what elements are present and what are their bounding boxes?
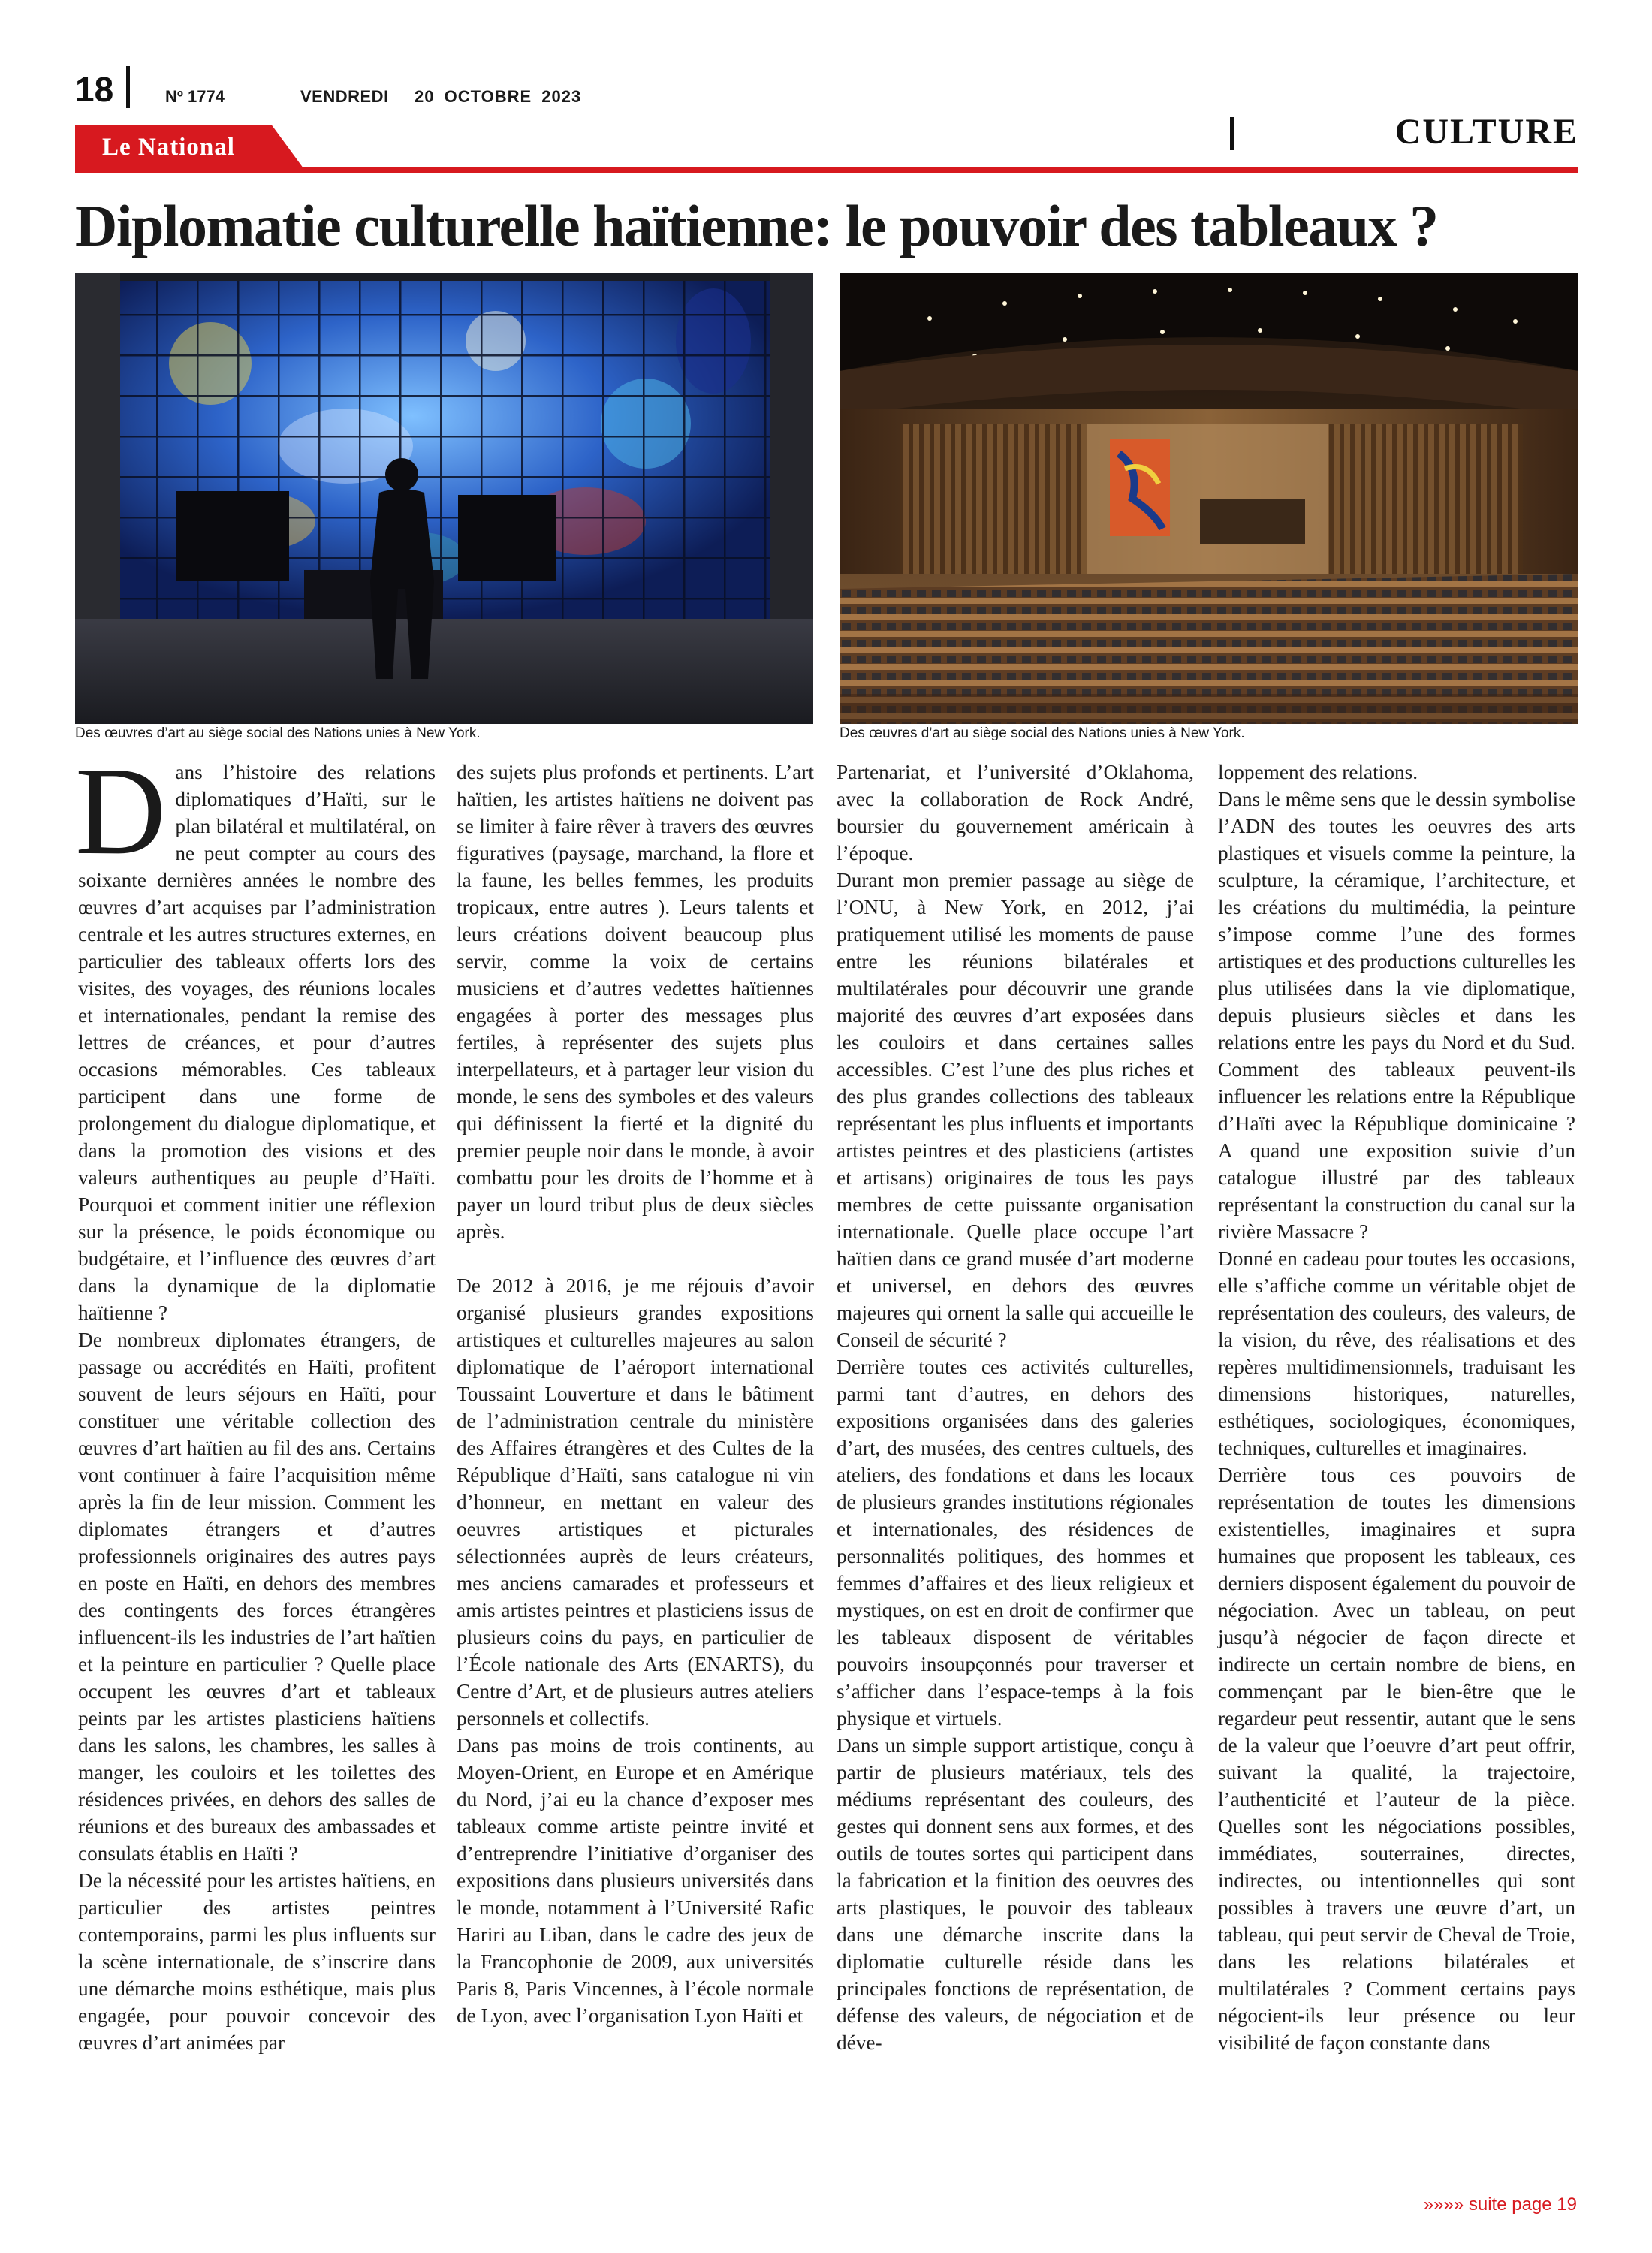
photo-stained-glass: [75, 273, 813, 724]
article-paragraph: loppement des relations.: [1218, 761, 1418, 783]
article-paragraph: Derrière toutes ces activités culturelles, parmi tant d’autres, en dehors des expositions organisées dans des galeries d’art, des musées, des centres cultuels, des ateliers, des fondations et dans les locaux de plusieurs grandes institutions régionales et internationales, des résidences de personnalités politiques, des hommes et femmes d’affaires et des lieux religieux et mystiques, on est en droit de confirmer que les tableaux disposent de véritables pouvoirs insoupçonnés pour traverser et s’afficher dans l’espace-temps à la fois physique et virtuels.: [837, 1356, 1194, 1730]
article-column-4: [1218, 759, 1575, 2056]
article-paragraph: Dans pas moins de trois continents, au Moyen-Orient, en Europe et en Amérique du Nord, j’ai eu la chance d’exposer mes tableaux comme artiste peintre invité et d’entreprendre l’initiative d’organiser des expositions dans plusieurs universités dans le monde, notamment à l’Université Rafic Hariri au Liban, dans le cadre des jeux de la Francophonie de 2009, aux universités Paris 8, Paris Vincennes, à l’école normale de Lyon, avec l’organisation Lyon Haïti et: [457, 1734, 814, 2027]
brand-name: Le National: [102, 134, 235, 161]
section-label: CULTURE: [1394, 112, 1578, 152]
page-number: 18: [75, 70, 114, 109]
article-paragraph: Partenariat, et l’université d’Oklahoma, avec la collaboration de Rock André, boursier du gouvernement américain à l’époque.: [837, 761, 1194, 864]
article-column-3: [837, 759, 1194, 2056]
photo-caption-left: Des œuvres d’art au siège social des Nations unies à New York.: [75, 725, 481, 741]
photo-caption-right: Des œuvres d’art au siège social des Nations unies à New York.: [840, 725, 1245, 741]
photo-assembly-hall: [840, 273, 1578, 724]
headline: Diplomatie culturelle haïtienne: le pouvoir des tableaux ?: [75, 193, 1438, 258]
article-paragraph: Derrière tous ces pouvoirs de représentation de toutes les dimensions existentielles, imaginaires et supra humaines que proposent les tableaux, ces derniers disposent également du pouvoir de négociation. Avec un tableau, on peut jusqu’à négocier de façon directe et indirecte un certain nombre de biens, en commençant par le bien-être que le regardeur peut ressentir, autant que le sens de la valeur que l’oeuvre d’art peut offrir, suivant la qualité, la trajectoire, l’authenticité et l’auteur de la pièce. Quelles sont les négociations possibles, immédiates, souterraines, directes, indirectes, ou intentionnelles qui sont possibles à travers une œuvre d’art, un tableau, qui peut servir de Cheval de Troie, dans les relations bilatérales et multilatérales ? Comment certains pays négocient-ils leur présence ou leur visibilité de façon constante dans: [1218, 1464, 1575, 2054]
issue-number: Nº 1774: [165, 87, 225, 106]
article-column-2: [457, 759, 814, 2029]
paragraph-spacer: [457, 1245, 814, 1272]
article-paragraph: des sujets plus profonds et pertinents. L’art haïtien, les artistes haïtiens ne doivent pas se limiter à faire rêver à travers des œuvres figuratives (paysage, marchand, la flore et la faune, les belles femmes, les produits tropicaux, entre autres ). Leurs talents et leurs créations doivent beaucoup plus servir, comme la voix de certains musiciens et d’autres vedettes haïtiennes engagées à porter des messages plus fertiles, à représenter des sujets plus interpellateurs, et à partager leur vision du monde, le sens des symboles et des valeurs qui définissent la fierté et la dignité du premier peuple noir dans le monde, à avoir combattu pour les droits de l’homme et à payer un lourd tribut plus de deux siècles après.: [457, 761, 814, 1243]
article-paragraph: Dans le même sens que le dessin symbolise l’ADN des toutes les oeuvres des arts plastiques et visuels comme la peinture, la sculpture, la céramique, l’architecture, et les créations du multimédia, la peinture s’impose comme l’une des formes artistiques et des productions culturelles les plus utilisées dans la vie diplomatique, depuis plusieurs siècles et dans les relations entre les pays du Nord et du Sud. Comment des tableaux peuvent-ils influencer les relations entre la République d’Haïti avec la République dominicaine ? A quand une exposition suivie d’un catalogue illustré par des tableaux représentant la construction du canal sur la rivière Massacre ?: [1218, 788, 1575, 1243]
article-paragraph: De la nécessité pour les artistes haïtiens, en particulier des artistes peintres contemporains, parmi les plus influents sur la scène internationale, de s’inscrire dans une démarche moins esthétique, mais plus engagée, pour pouvoir concevoir des œuvres d’art animées par: [78, 1869, 436, 2054]
article-column-1: [75, 741, 436, 2056]
drop-cap: D: [75, 741, 167, 881]
weekday: VENDREDI: [300, 87, 389, 106]
article-paragraph: Dans un simple support artistique, conçu à partir de plusieurs matériaux, tels des médiums représentant des couleurs, des gestes qui donnent sens aux formes, et des outils de toutes sortes qui participent dans la fabrication et la finition des oeuvres des arts plastiques, le pouvoir des tableaux dans une démarche inscrite dans la diplomatie culturelle réside dans les principales fonctions de représentation, de défense des valeurs, de négociation et de déve-: [837, 1734, 1194, 2054]
article-paragraph: ans l’histoire des relations diplomatiques d’Haïti, sur le plan bilatéral et multilatéral, on ne peut compter au cours des soixante dernières années le nombre des œuvres d’art acquises par l’administration centrale et les autres structures externes, en particulier des tableaux offerts lors des visites, des voyages, des réunions locales et internationales, pendant la remise des lettres de créances, et pour d’autres occasions mémorables. Ces tableaux participent dans une forme de prolongement du dialogue diplomatique, et dans la promotion des visions et des valeurs authentiques au peuple d’Haïti. Pourquoi et comment initier une réflexion sur la présence, le poids économique ou budgétaire, et l’influence des œuvres d’art dans la dynamique de la diplomatie haïtienne ?: [78, 761, 436, 1324]
issue-date: 20 OCTOBRE 2023: [415, 87, 582, 106]
article-paragraph: Donné en cadeau pour toutes les occasions, elle s’affiche comme un véritable objet de représentation des couleurs, des valeurs, de la vision, du rêve, des réalisations et des repères multidimensionnels, traduisant les dimensions historiques, naturelles, esthétiques, sociologiques, économiques, techniques, culturelles et imaginaires.: [1218, 1247, 1575, 1459]
header-red-rule: [75, 167, 1578, 173]
article-paragraph: De nombreux diplomates étrangers, de passage ou accrédités en Haïti, profitent souvent de leurs séjours en Haïti, pour constituer une véritable collection des œuvres d’art haïtien au fil des ans. Certains vont continuer à faire l’acquisition même après la fin de leur mission. Comment les diplomates étrangers et d’autres professionnels originaires des autres pays en poste en Haïti, en dehors des membres des contingents des forces étrangères influencent-ils les industries de l’art haïtien et la peinture en particulier ? Quelle place occupent les œuvres d’art et tableaux peints par les artistes plasticiens haïtiens dans les salons, les chambres, les salles à manger, les couloirs et les toilettes des résidences privées, en dehors des salles de réunions et des bureaux des ambassades et consulats établis en Haïti ?: [78, 1329, 436, 1865]
article-paragraph: De 2012 à 2016, je me réjouis d’avoir organisé plusieurs grandes expositions artistiques et culturelles majeures au salon diplomatique de l’aéroport international Toussaint Louverture et dans le bâtiment de l’administration centrale du ministère des Affaires étrangères et des Cultes de la République d’Haïti, sans catalogue ni vin d’honneur, en mettant en valeur des oeuvres artistiques et picturales sélectionnées auprès de leurs créateurs, mes anciens camarades et professeurs et amis artistes peintres et plasticiens issus de plusieurs coins du pays, en particulier de l’École nationale des Arts (ENARTS), du Centre d’Art, et de plusieurs autres ateliers personnels et collectifs.: [457, 1274, 814, 1730]
continued-on-link[interactable]: »»»» suite page 19: [1423, 2194, 1577, 2215]
article-paragraph: Durant mon premier passage au siège de l’ONU, à New York, en 2012, j’ai pratiquement utilisé les moments de pause entre les réunions bilatérales et multilatérales pour découvrir une grande majorité des œuvres d’art exposées dans les couloirs et dans certaines salles accessibles. C’est l’une des plus riches et des plus grandes collections des tableaux représentant les plus influents et importants artistes peintres et des plasticiens (artistes et artisans) originaires de tous les pays membres de cette puissante organisation internationale. Quelle place occupe l’art haïtien dans ce grand musée d’art moderne et universel, en dehors des œuvres majeures qui ornent la salle qui accueille le Conseil de sécurité ?: [837, 869, 1194, 1351]
section-divider: [1230, 117, 1234, 150]
page-number-divider: [126, 66, 130, 108]
